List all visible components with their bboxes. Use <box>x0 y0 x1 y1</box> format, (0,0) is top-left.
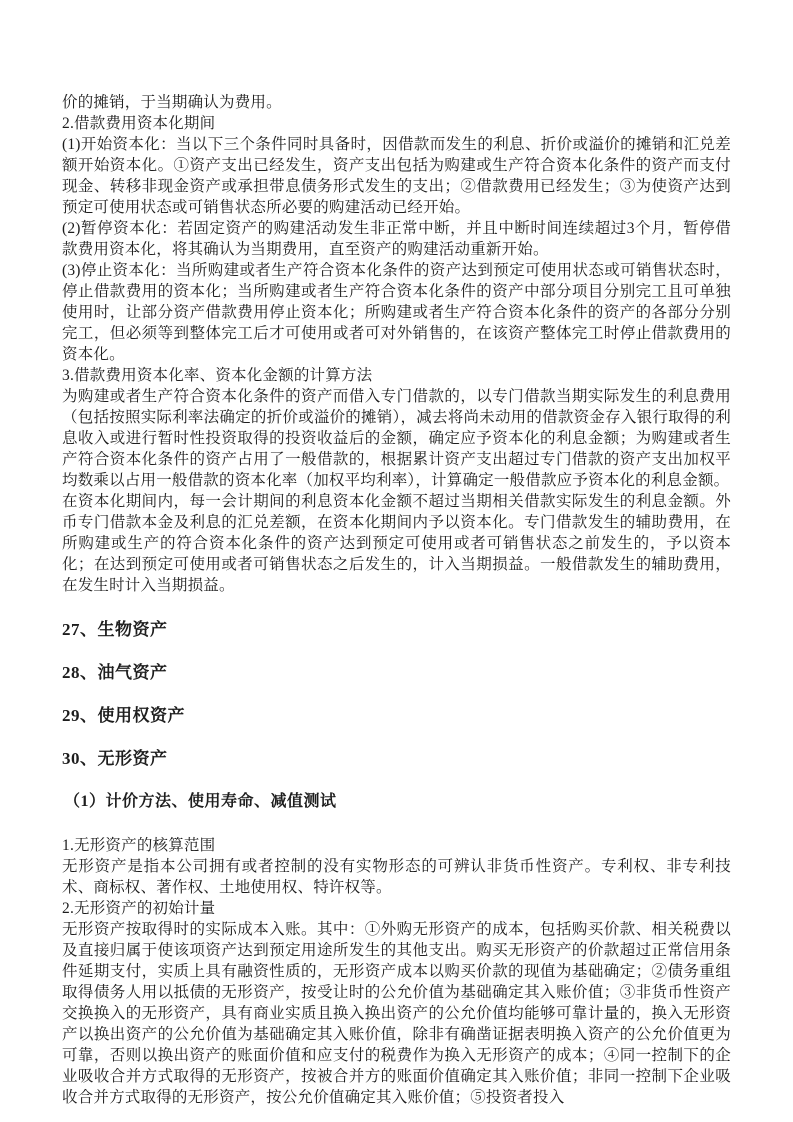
subheading-intangible-accounting-scope: 1.无形资产的核算范围 <box>62 837 216 854</box>
heading-30-intangible-assets: 30、无形资产 <box>62 749 168 768</box>
subheading-intangible-initial-measurement: 2.无形资产的初始计量 <box>62 900 216 917</box>
heading-27-biological-assets: 27、生物资产 <box>62 620 168 639</box>
paragraph-special-borrowing-calculation: 为购建或者生产符合资本化条件的资产而借入专门借款的，以专门借款当期实际发生的利息费用（包括按照实际利率法确定的折价或溢价的摊销），减去将尚未动用的借款资金存入银行取得的利息收入或进行暂时性投资取得的投资收益后的金额，确定应予资本化的利息金额；为购建或者生产符合资本化条件的资产占用了一般借款的，根据累计资产支出超过专门借款的资产支出加权平均数乘以占用一般借款的资本化率（加权平均利率），计算确定一般借款应予资本化的利息金额。 <box>62 388 731 489</box>
subheading-borrowing-cost-capitalization-period: 2.借款费用资本化期间 <box>62 115 216 132</box>
heading-29-right-of-use-assets: 29、使用权资产 <box>62 706 185 725</box>
paragraph-start-capitalization: (1)开始资本化：当以下三个条件同时具备时，因借款而发生的利息、折价或溢价的摊销和汇兑差额开始资本化。①资产支出已经发生，资产支出包括为购建或生产符合资本化条件的资产而支付现金、转移非现金资产或承担带息债务形式发生的支出；②借款费用已经发生；③为使资产达到预定可使用状态或可销售状态所必要的购建活动已经开始。 <box>62 136 731 216</box>
heading-28-oil-gas-assets: 28、油气资产 <box>62 663 168 682</box>
paragraph-intangible-definition: 无形资产是指本公司拥有或者控制的没有实物形态的可辨认非货币性资产。专利权、非专利技术、商标权、著作权、土地使用权、特许权等。 <box>62 858 731 896</box>
heading-intangible-valuation-method: （1）计价方法、使用寿命、减值测试 <box>64 793 337 810</box>
paragraph-stop-capitalization: (3)停止资本化：当所购建或者生产符合资本化条件的资产达到预定可使用状态或可销售状态时，停止借款费用的资本化；当所购建或者生产符合资本化条件的资产中部分项目分别完工且可单独使用时，让部分资产借款费用停止资本化；所购建或者生产符合资本化条件的资产的各部分分别完工，但必须等到整体完工后才可使用或者可对外销售的，在该资产整体完工时停止借款费用的资本化。 <box>62 262 731 363</box>
paragraph-suspend-capitalization: (2)暂停资本化：若固定资产的购建活动发生非正常中断，并且中断时间连续超过3个月，暂停借款费用资本化，将其确认为当期费用，直至资产的购建活动重新开始。 <box>62 220 731 258</box>
paragraph-capitalization-limits-and-auxiliary-costs: 在资本化期间内，每一会计期间的利息资本化金额不超过当期相关借款实际发生的利息金额。外币专门借款本金及利息的汇兑差额，在资本化期间内予以资本化。专门借款发生的辅助费用，在所购建或生产的符合资本化条件的资产达到预定可使用或者可销售状态之前发生的，予以资本化；在达到预定可使用或者可销售状态之后发生的，计入当期损益。一般借款发生的辅助费用，在发生时计入当期损益。 <box>62 493 731 594</box>
paragraph-amortization-tail: 价的摊销，于当期确认为费用。 <box>62 94 282 111</box>
paragraph-intangible-initial-measurement-detail: 无形资产按取得时的实际成本入账。其中：①外购无形资产的成本，包括购买价款、相关税费以及直接归属于使该项资产达到预定用途所发生的其他支出。购买无形资产的价款超过正常信用条件延期支付，实质上具有融资性质的，无形资产成本以购买价款的现值为基础确定；②债务重组取得债务人用以抵债的无形资产，按受让时的公允价值为基础确定其入账价值；③非货币性资产交换换入的无形资产，具有商业实质且换入换出资产的公允价值均能够可靠计量的，换入无形资产以换出资产的公允价值为基础确定其入账价值，除非有确凿证据表明换入资产的公允价值更为可靠，否则以换出资产的账面价值和应支付的税费作为换入无形资产的成本；④同一控制下的企业吸收合并方式取得的无形资产，按被合并方的账面价值确定其入账价值；非同一控制下企业吸收合并方式取得的无形资产，按公允价值确定其入账价值；⑤投资者投入 <box>62 921 731 1106</box>
subheading-capitalization-rate-calculation: 3.借款费用资本化率、资本化金额的计算方法 <box>62 367 373 384</box>
